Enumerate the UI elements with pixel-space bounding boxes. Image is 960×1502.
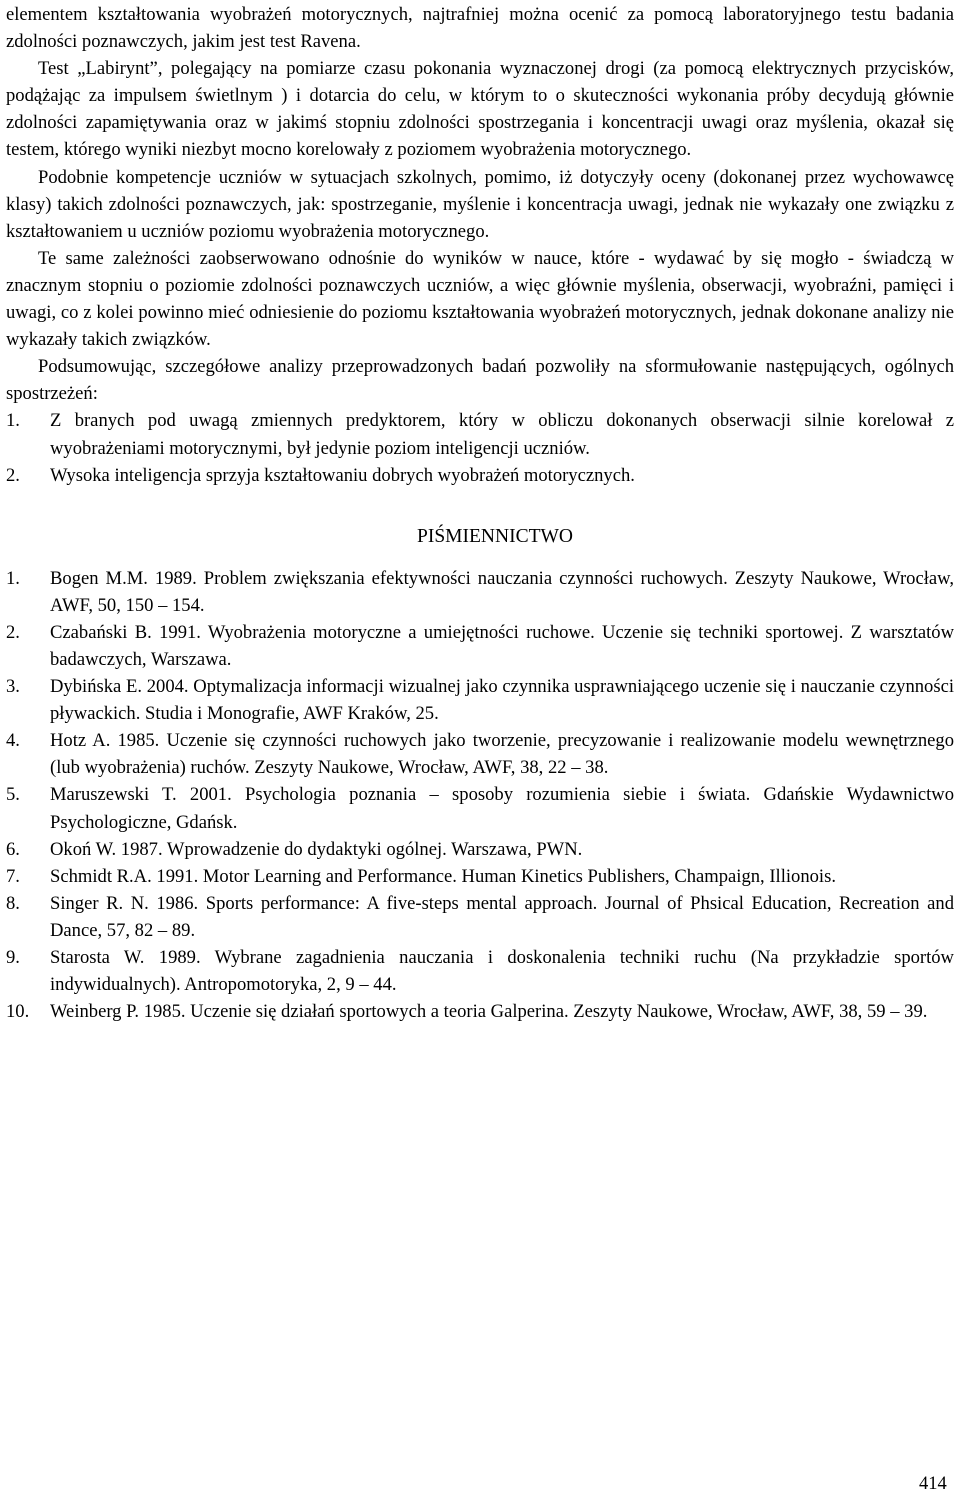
reference-item [6,836,954,863]
reference-text: Weinberg P. 1985. Uczenie się działań sportowych a teoria Galperina. Zeszyty Naukowe, Wrocław, AWF, 38, 59 – 39. [50,1001,928,1023]
reference-number: 1. [6,567,20,589]
reference-number: 8. [6,892,20,914]
page-number: 414 [919,1474,947,1494]
reference-item [6,781,954,835]
reference-number: 7. [6,865,20,887]
reference-text: Dybińska E. 2004. Optymalizacja informacji wizualnej jako czynnika usprawniającego uczenie się i nauczanie czynności pływackich. Studia i Monografie, AWF Kraków, 25. [50,676,954,725]
paragraph-2: Test „Labirynt”, polegający na pomiarze czasu pokonania wyznaczonej drogi (za pomocą elektrycznych przycisków, podążając za impulsem świetlnym ) i dotarcia do celu, w którym to o skuteczności wykonania próby decydują głównie zdolności zapamiętywania oraz w jakimś stopniu zdolności spostrzegania i koncentracji uwagi oraz myślenia, okazał się testem, którego wyniki niezbyt mocno korelowały z poziomem wyobrażenia motorycznego. [6,58,954,161]
paragraph-1: elementem kształtowania wyobrażeń motorycznych, najtrafniej można ocenić za pomocą laboratoryjnego testu badania zdolności poznawczych, jakim jest test Ravena. [6,4,954,53]
conclusions-list [6,407,954,488]
reference-text: Hotz A. 1985. Uczenie się czynności ruchowych jako tworzenie, precyzowanie i realizowanie modelu wewnętrznego (lub wyobrażenia) ruchów. Zeszyty Naukowe, Wrocław, AWF, 38, 22 – 38. [50,730,954,779]
list-item-number: 2. [6,464,20,486]
reference-item [6,998,954,1025]
reference-text: Schmidt R.A. 1991. Motor Learning and Performance. Human Kinetics Publishers, Champaign, Illionois. [50,865,836,887]
paragraph-4: Te same zależności zaobserwowano odnośnie do wyników w nauce, które - wydawać by się mogło - świadczą w znacznym stopniu o poziomie zdolności poznawczych uczniów, a więc głównie myślenia, obserwacji, wyobraźni, pamięci i uwagi, co z kolei powinno mieć odniesienie do poziomu kształtowania wyobrażeń motorycznych, jednak dokonane analizy nie wykazały takich związków. [6,247,954,351]
bibliography-title: PIŚMIENNICTWO [417,525,573,547]
list-item [6,462,954,489]
references-list [6,565,954,1026]
reference-number: 2. [6,621,20,643]
reference-number: 3. [6,676,20,698]
reference-text: Okoń W. 1987. Wprowadzenie do dydaktyki ogólnej. Warszawa, PWN. [50,838,583,860]
reference-number: 9. [6,947,20,968]
list-item [6,407,954,461]
reference-text: Singer R. N. 1986. Sports performance: A five-steps mental approach. Journal of Phsical Education, Recreation and Dance, 57, 82 – 89. [50,892,954,941]
document-page [6,1,954,1025]
reference-item [6,565,954,619]
reference-text: Starosta W. 1989. Wybrane zagadnienia nauczania i doskonalenia techniki ruchu (Na przykładzie sportów indywidualnych). Antropomotoryka, 2, 9 – 44. [50,947,954,996]
reference-item [6,863,954,890]
reference-item [6,619,954,673]
reference-number: 5. [6,784,20,806]
reference-item [6,944,954,998]
list-item-text: Wysoka inteligencja sprzyja kształtowaniu dobrych wyobrażeń motorycznych. [50,464,635,486]
reference-number: 10. [6,1001,30,1023]
reference-item [6,727,954,781]
list-item-text: Z branych pod uwagą zmiennych predyktorem, który w obliczu dokonanych obserwacji silnie korelował z wyobrażeniami motorycznymi, był jedynie poziom inteligencji uczniów. [50,410,954,459]
reference-item [6,890,954,944]
reference-text: Bogen M.M. 1989. Problem zwiększania efektywności nauczania czynności ruchowych. Zeszyty Naukowe, Wrocław, AWF, 50, 150 – 154. [50,567,954,616]
paragraph-3: Podobnie kompetencje uczniów w sytuacjach szkolnych, pomimo, iż dotyczyły oceny (dokonanej przez wychowawcę klasy) takich zdolności poznawczych, jak: spostrzeganie, myślenie i koncentracja uwagi, jednak nie wykazały one związku z kształtowaniem u uczniów poziomu wyobrażenia motorycznego. [6,166,954,242]
reference-item [6,673,954,727]
reference-text: Czabański B. 1991. Wyobrażenia motoryczne a umiejętności ruchowe. Uczenie się techniki sportowej. Z warsztatów badawczych, Warszawa. [50,621,954,670]
paragraph-5: Podsumowując, szczegółowe analizy przeprowadzonych badań pozwoliły na sformułowanie następujących, ogólnych spostrzeżeń: [6,356,954,405]
reference-number: 6. [6,838,20,860]
reference-number: 4. [6,730,20,752]
reference-text: Maruszewski T. 2001. Psychologia poznania – sposoby rozumienia siebie i świata. Gdańskie Wydawnictwo Psychologiczne, Gdańsk. [50,784,954,833]
list-item-number: 1. [6,410,20,432]
